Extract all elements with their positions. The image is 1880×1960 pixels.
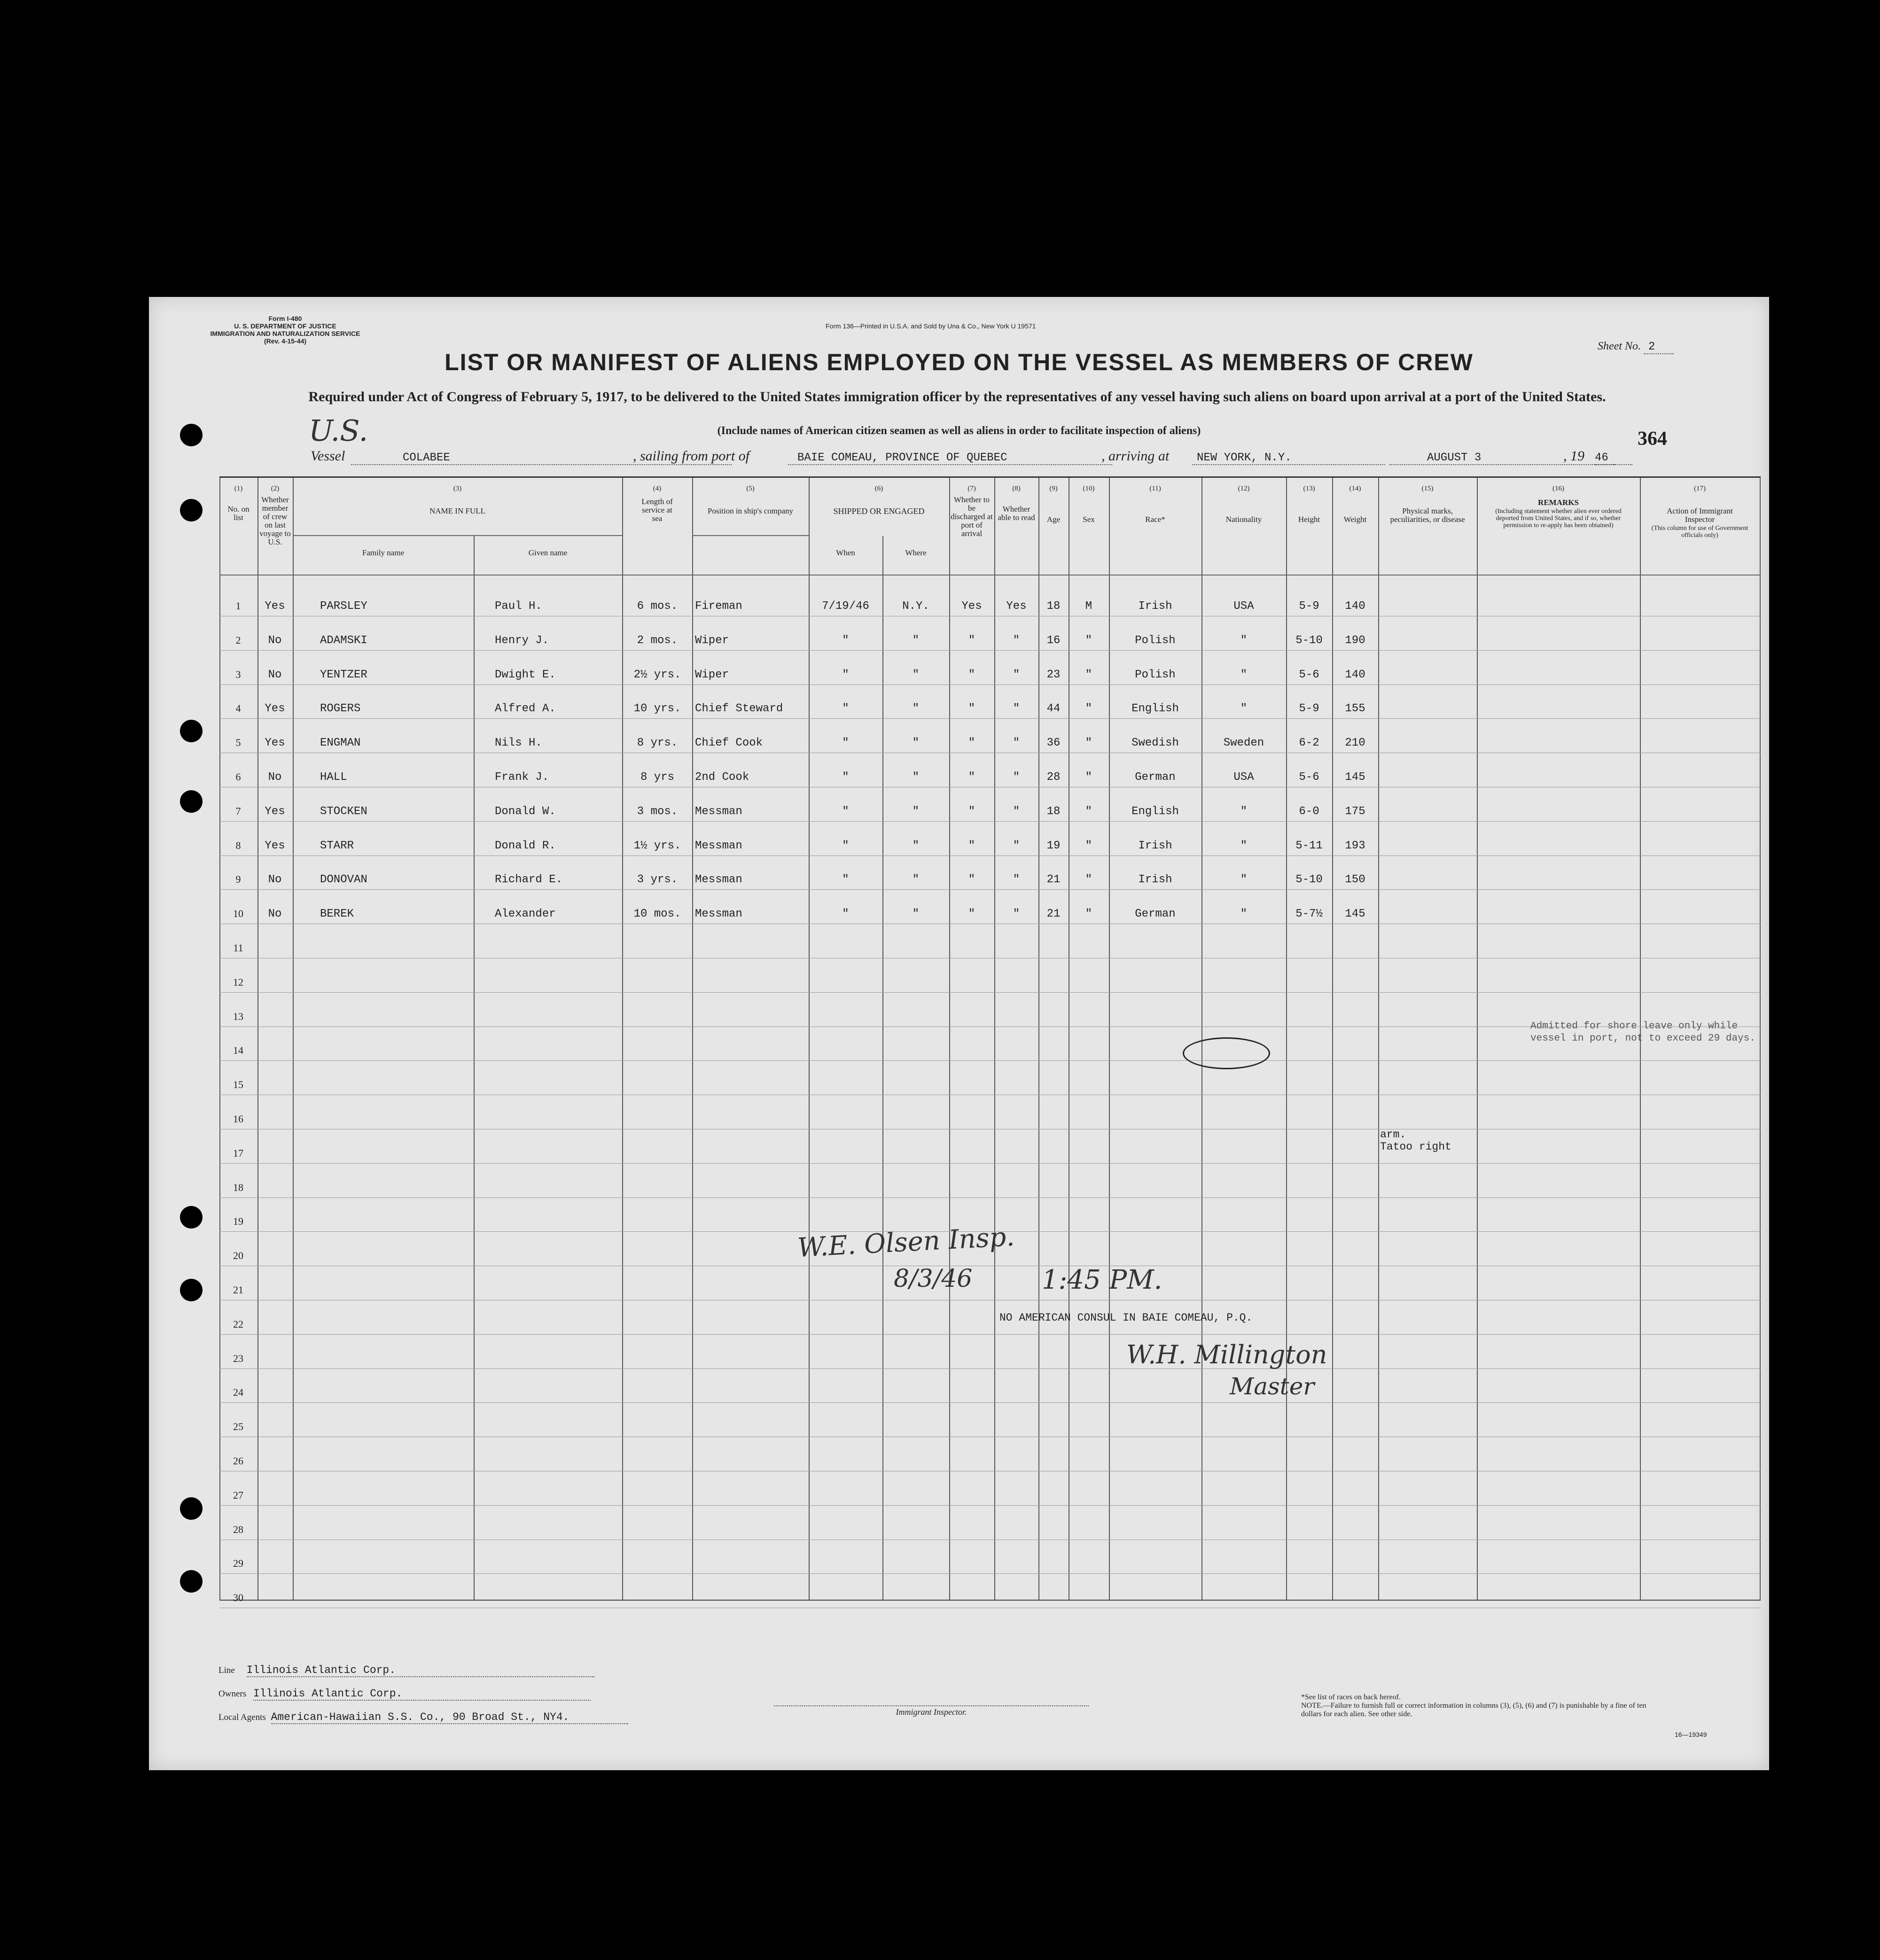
row-race: Swedish <box>1131 737 1179 749</box>
row-given-name: Dwight E. <box>495 669 556 681</box>
row-shipped-when: " <box>842 908 849 920</box>
empty-row-number: 19 <box>233 1215 243 1227</box>
physical-marks-line2: Tatoo right <box>1380 1141 1451 1153</box>
punch-hole <box>180 1206 203 1229</box>
inspection-date: 8/3/46 <box>894 1265 973 1293</box>
header-where: Where <box>905 548 927 557</box>
row-family-name: ADAMSKI <box>320 634 367 647</box>
row-age: 16 <box>1046 634 1061 647</box>
row-sex: " <box>1085 771 1092 784</box>
header-given-name: Given name <box>528 548 568 557</box>
include-note: (Include names of American citizen seamen as well as aliens in order to facilitate inspection of aliens) <box>717 425 1201 437</box>
empty-row-number: 21 <box>233 1284 243 1296</box>
row-able-to-read: " <box>1013 702 1020 715</box>
row-able-to-read: " <box>1013 771 1020 784</box>
row-previous-voyage: Yes <box>265 702 285 715</box>
arrival-date: AUGUST 3 <box>1389 451 1615 465</box>
row-number: 2 <box>235 634 241 646</box>
row-age: 21 <box>1046 908 1061 920</box>
printer-line: Form 136—Printed in U.S.A. and Sold by Una & Co., New York U 19571 <box>826 322 1036 330</box>
row-able-to-read: " <box>1013 805 1020 818</box>
row-previous-voyage: No <box>268 771 282 784</box>
row-able-to-read: " <box>1013 669 1020 681</box>
line-label: Line <box>218 1665 235 1675</box>
row-discharged: " <box>968 771 975 784</box>
punch-hole <box>180 1279 203 1301</box>
department: U. S. DEPARTMENT OF JUSTICE <box>234 322 336 330</box>
row-age: 28 <box>1046 771 1061 784</box>
empty-row-number: 28 <box>233 1524 243 1535</box>
row-shipped-when: " <box>842 873 849 886</box>
empty-row-number: 25 <box>233 1421 243 1432</box>
row-nationality: " <box>1240 669 1248 681</box>
row-discharged: " <box>968 702 975 715</box>
row-race: English <box>1131 702 1179 715</box>
agents-value: American-Hawaiian S.S. Co., 90 Broad St., NY4. <box>271 1711 628 1724</box>
crew-table <box>219 476 1761 1601</box>
sailing-label: , sailing from port of <box>633 448 750 464</box>
row-previous-voyage: Yes <box>265 600 285 613</box>
header-when: When <box>836 548 855 557</box>
row-able-to-read: " <box>1013 840 1020 852</box>
departure-port: BAIE COMEAU, PROVINCE OF QUEBEC <box>788 451 1112 465</box>
owners-label: Owners <box>218 1689 247 1699</box>
header-previous-voyage: (2) Whether member of crew on last voyage to U.S. <box>259 485 291 546</box>
row-nationality: " <box>1240 634 1248 647</box>
row-nationality: " <box>1240 908 1248 920</box>
header-family-name: Family name <box>362 548 405 557</box>
row-previous-voyage: No <box>268 873 282 886</box>
header-remarks: (16) REMARKS (Including statement whether alien ever ordered deported from United States, and if so, whether permission to re-apply has been obtained) <box>1495 485 1622 529</box>
row-sex: " <box>1085 669 1092 681</box>
row-nationality: Sweden <box>1223 737 1264 749</box>
row-previous-voyage: No <box>268 908 282 920</box>
row-position: 2nd Cook <box>695 771 749 784</box>
vessel-name: COLABEE <box>351 451 732 465</box>
physical-marks-note <box>1380 1128 1451 1153</box>
row-number: 4 <box>235 702 241 714</box>
row-nationality: USA <box>1233 600 1254 613</box>
row-family-name: PARSLEY <box>320 600 367 613</box>
master-signature: W.H. Millington <box>1126 1340 1327 1369</box>
master-title: Master <box>1230 1373 1315 1400</box>
row-able-to-read: " <box>1013 634 1020 647</box>
empty-row-number: 17 <box>233 1147 243 1159</box>
row-shipped-where: " <box>912 840 920 852</box>
row-shipped-where: " <box>912 908 920 920</box>
punch-hole <box>180 499 203 521</box>
row-previous-voyage: Yes <box>265 840 285 852</box>
immigrant-inspector-line: Immigrant Inspector. <box>774 1705 1089 1717</box>
empty-row-number: 14 <box>233 1044 243 1056</box>
row-height: 6-2 <box>1299 737 1319 749</box>
row-weight: 190 <box>1345 634 1365 647</box>
header-height: (13) Height <box>1298 485 1320 524</box>
row-able-to-read: Yes <box>1006 600 1027 613</box>
row-number: 6 <box>235 771 241 783</box>
row-given-name: Donald W. <box>495 805 556 818</box>
row-length-of-service: 8 yrs. <box>637 737 678 749</box>
row-age: 23 <box>1046 669 1061 681</box>
header-age: (9) Age <box>1046 485 1061 524</box>
row-weight: 175 <box>1345 805 1365 818</box>
punch-hole <box>180 790 203 813</box>
row-position: Chief Steward <box>695 702 783 715</box>
row-number: 8 <box>235 840 241 851</box>
row-given-name: Frank J. <box>495 771 549 784</box>
sheet-value: 2 <box>1644 341 1674 354</box>
row-race: Irish <box>1138 840 1172 852</box>
row-shipped-when: " <box>842 771 849 784</box>
row-discharged: " <box>968 737 975 749</box>
row-weight: 140 <box>1345 669 1365 681</box>
manifest-sheet <box>149 297 1769 1770</box>
row-family-name: YENTZER <box>320 669 367 681</box>
form-code: Form I-480 <box>268 315 302 322</box>
row-weight: 145 <box>1345 771 1365 784</box>
year-value: 46 <box>1595 451 1632 465</box>
row-age: 19 <box>1046 840 1061 852</box>
line-field <box>218 1664 594 1677</box>
header-physical-marks: (15) Physical marks, peculiarities, or disease <box>1390 485 1465 524</box>
row-discharged: " <box>968 908 975 920</box>
empty-row-number: 13 <box>233 1011 243 1022</box>
header-sex: (10) Sex <box>1083 485 1095 524</box>
row-position: Fireman <box>695 600 742 613</box>
row-age: 21 <box>1046 873 1061 886</box>
empty-row-number: 24 <box>233 1386 243 1398</box>
row-given-name: Alfred A. <box>495 702 556 715</box>
header-able-to-read: (8) Whether able to read <box>998 485 1035 522</box>
empty-row-number: 22 <box>233 1318 243 1330</box>
empty-row-number: 15 <box>233 1079 243 1090</box>
row-shipped-when: " <box>842 840 849 852</box>
row-family-name: BEREK <box>320 908 354 920</box>
row-race: Irish <box>1138 600 1172 613</box>
row-sex: " <box>1085 805 1092 818</box>
form-code-block <box>187 315 384 345</box>
row-position: Messman <box>695 908 742 920</box>
row-given-name: Donald R. <box>495 840 556 852</box>
owners-value: Illinois Atlantic Corp. <box>253 1688 591 1701</box>
row-age: 44 <box>1046 702 1061 715</box>
header-discharged: (7) Whether to be discharged at port of arrival <box>951 485 993 538</box>
empty-row-number: 30 <box>233 1592 243 1603</box>
row-shipped-where: " <box>912 805 920 818</box>
row-shipped-when: " <box>842 702 849 715</box>
row-sex: " <box>1085 873 1092 886</box>
row-position: Chief Cook <box>695 737 763 749</box>
empty-row-number: 12 <box>233 976 243 988</box>
row-race: English <box>1131 805 1179 818</box>
row-shipped-where: N.Y. <box>902 600 929 613</box>
nationality-circle-annotation <box>1183 1037 1270 1069</box>
row-weight: 140 <box>1345 600 1365 613</box>
year-prefix: , 19 <box>1563 448 1584 464</box>
row-height: 5-6 <box>1299 669 1319 681</box>
row-shipped-where: " <box>912 702 920 715</box>
empty-row-number: 20 <box>233 1250 243 1261</box>
port-field <box>788 448 1112 465</box>
row-length-of-service: 2½ yrs. <box>633 669 681 681</box>
stamp-number: 364 <box>1638 428 1667 450</box>
row-given-name: Nils H. <box>495 737 542 749</box>
row-number: 3 <box>235 669 241 680</box>
inspection-time: 1:45 PM. <box>1042 1265 1162 1295</box>
empty-row-number: 23 <box>233 1353 243 1364</box>
empty-row-number: 16 <box>233 1113 243 1125</box>
row-sex: " <box>1085 840 1092 852</box>
row-length-of-service: 1½ yrs. <box>633 840 681 852</box>
row-shipped-where: " <box>912 634 920 647</box>
row-position: Messman <box>695 840 742 852</box>
row-previous-voyage: Yes <box>265 737 285 749</box>
row-race: German <box>1135 908 1176 920</box>
statute-text: Required under Act of Congress of February 5, 1917, to be delivered to the United States immigration officer by the representatives of any vessel having such aliens on board upon arrival at a port of the United States. <box>308 389 1606 404</box>
row-family-name: ROGERS <box>320 702 361 715</box>
row-shipped-where: " <box>912 737 920 749</box>
row-nationality: " <box>1240 840 1248 852</box>
inspector-signature: W.E. Olsen Insp. <box>796 1221 1015 1264</box>
footer-notes <box>1301 1693 1658 1719</box>
punch-hole <box>180 1570 203 1593</box>
row-shipped-where: " <box>912 669 920 681</box>
row-shipped-when: " <box>842 805 849 818</box>
row-age: 36 <box>1046 737 1061 749</box>
arrival-port-field <box>1192 448 1385 465</box>
consul-note: NO AMERICAN CONSUL IN BAIE COMEAU, P.Q. <box>999 1312 1253 1324</box>
row-sex: " <box>1085 737 1092 749</box>
form-number: 16—19349 <box>1675 1731 1707 1738</box>
arrival-port: NEW YORK, N.Y. <box>1192 451 1385 465</box>
header-nationality: (12) Nationality <box>1225 485 1262 524</box>
row-number: 5 <box>235 737 241 748</box>
sheet-label: Sheet No. <box>1598 340 1641 352</box>
row-race: German <box>1135 771 1176 784</box>
row-height: 5-7½ <box>1295 908 1323 920</box>
row-discharged: Yes <box>961 600 982 613</box>
empty-row-number: 27 <box>233 1489 243 1501</box>
row-height: 5-10 <box>1295 634 1323 647</box>
row-number: 1 <box>235 600 241 612</box>
row-given-name: Henry J. <box>495 634 549 647</box>
empty-row-number: 18 <box>233 1182 243 1193</box>
document-title: LIST OR MANIFEST OF ALIENS EMPLOYED ON THE VESSEL AS MEMBERS OF CREW <box>445 349 1474 375</box>
row-race: Polish <box>1135 634 1176 647</box>
owners-field <box>218 1688 591 1701</box>
punch-hole <box>180 1497 203 1520</box>
row-sex: M <box>1085 600 1092 613</box>
row-discharged: " <box>968 873 975 886</box>
row-given-name: Paul H. <box>495 600 542 613</box>
row-shipped-when: " <box>842 737 849 749</box>
handwritten-us: U.S. <box>309 413 368 448</box>
row-discharged: " <box>968 840 975 852</box>
physical-marks-line1: arm. <box>1380 1128 1406 1141</box>
row-weight: 155 <box>1345 702 1365 715</box>
row-sex: " <box>1085 634 1092 647</box>
row-length-of-service: 8 yrs <box>640 771 674 784</box>
row-sex: " <box>1085 908 1092 920</box>
row-nationality: " <box>1240 805 1248 818</box>
header-shipped-or-engaged: (6) SHIPPED OR ENGAGED <box>833 485 925 516</box>
vessel-label: Vessel <box>311 448 345 464</box>
row-position: Wiper <box>695 669 729 681</box>
row-family-name: DONOVAN <box>320 873 367 886</box>
row-height: 5-10 <box>1295 873 1323 886</box>
row-position: Messman <box>695 805 742 818</box>
row-race: Polish <box>1135 669 1176 681</box>
row-able-to-read: " <box>1013 737 1020 749</box>
line-value: Illinois Atlantic Corp. <box>247 1664 594 1677</box>
row-discharged: " <box>968 669 975 681</box>
row-race: Irish <box>1138 873 1172 886</box>
row-shipped-when: 7/19/46 <box>822 600 869 613</box>
shore-leave-remark: Admitted for shore leave only while vessel in port, not to exceed 29 days. <box>1530 1021 1755 1044</box>
row-number: 10 <box>233 908 243 919</box>
row-position: Messman <box>695 873 742 886</box>
row-length-of-service: 2 mos. <box>637 634 678 647</box>
year-field <box>1595 448 1632 465</box>
row-height: 5-11 <box>1295 840 1323 852</box>
row-given-name: Richard E. <box>495 873 563 886</box>
row-discharged: " <box>968 634 975 647</box>
header-weight: (14) Weight <box>1343 485 1367 524</box>
empty-row-number: 29 <box>233 1557 243 1569</box>
header-inspector-action: (17) Action of Immigrant Inspector (This column for use of Government officials only) <box>1651 485 1748 539</box>
row-age: 18 <box>1046 805 1061 818</box>
header-no-on-list: (1) No. on list <box>227 485 250 522</box>
row-family-name: ENGMAN <box>320 737 361 749</box>
row-length-of-service: 6 mos. <box>637 600 678 613</box>
row-family-name: STARR <box>320 840 354 852</box>
row-family-name: STOCKEN <box>320 805 367 818</box>
row-nationality: " <box>1240 702 1248 715</box>
row-age: 18 <box>1046 600 1061 613</box>
row-family-name: HALL <box>320 771 347 784</box>
row-sex: " <box>1085 702 1092 715</box>
empty-row-number: 26 <box>233 1455 243 1467</box>
row-weight: 145 <box>1345 908 1365 920</box>
header-position: (5) Position in ship's company <box>707 485 794 515</box>
service: IMMIGRATION AND NATURALIZATION SERVICE <box>210 330 360 337</box>
row-height: 5-6 <box>1299 771 1319 784</box>
arriving-label: , arriving at <box>1101 448 1170 464</box>
row-previous-voyage: Yes <box>265 805 285 818</box>
row-shipped-when: " <box>842 634 849 647</box>
row-shipped-when: " <box>842 669 849 681</box>
header-length-of-service: (4) Length of service at sea <box>641 485 673 523</box>
row-length-of-service: 10 yrs. <box>633 702 681 715</box>
row-nationality: USA <box>1233 771 1254 784</box>
header-race: (11) Race* <box>1145 485 1165 524</box>
agents-field <box>218 1711 628 1724</box>
row-height: 5-9 <box>1299 702 1319 715</box>
row-nationality: " <box>1240 873 1248 886</box>
revision: (Rev. 4-15-44) <box>264 337 306 345</box>
row-shipped-where: " <box>912 873 920 886</box>
row-able-to-read: " <box>1013 908 1020 920</box>
penalty-note: NOTE.—Failure to furnish full or correct information in columns (3), (5), (6) and (7) is punishable by a fine of ten dollars for each alien. See other side. <box>1301 1702 1646 1718</box>
header-name-in-full: (3) NAME IN FULL <box>429 485 485 515</box>
row-given-name: Alexander <box>495 908 556 920</box>
row-height: 6-0 <box>1299 805 1319 818</box>
row-shipped-where: " <box>912 771 920 784</box>
row-length-of-service: 3 yrs. <box>637 873 678 886</box>
row-length-of-service: 10 mos. <box>633 908 681 920</box>
agents-label: Local Agents <box>218 1712 266 1722</box>
row-number: 7 <box>235 805 241 817</box>
punch-hole <box>180 720 203 742</box>
row-number: 9 <box>235 873 241 885</box>
row-weight: 150 <box>1345 873 1365 886</box>
row-position: Wiper <box>695 634 729 647</box>
row-previous-voyage: No <box>268 634 282 647</box>
races-note: *See list of races on back hereof. <box>1301 1693 1401 1701</box>
row-previous-voyage: No <box>268 669 282 681</box>
row-length-of-service: 3 mos. <box>637 805 678 818</box>
row-weight: 193 <box>1345 840 1365 852</box>
row-height: 5-9 <box>1299 600 1319 613</box>
row-weight: 210 <box>1345 737 1365 749</box>
row-discharged: " <box>968 805 975 818</box>
empty-row-number: 11 <box>233 942 243 954</box>
row-able-to-read: " <box>1013 873 1020 886</box>
